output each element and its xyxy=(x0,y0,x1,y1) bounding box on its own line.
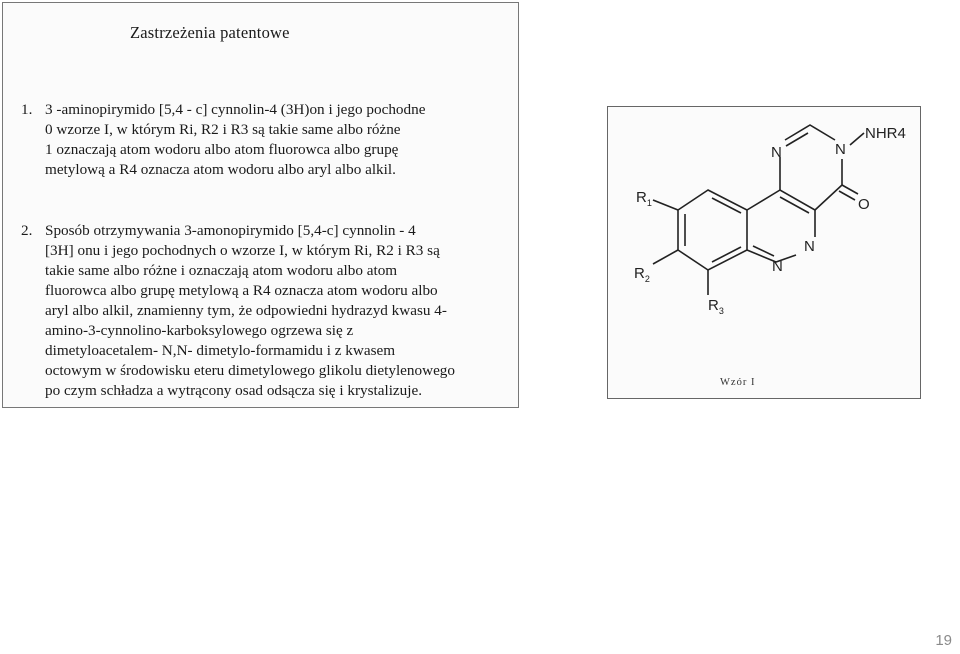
label-nhr4: NHR4 xyxy=(865,125,906,142)
claim-2-line: takie same albo różne i oznaczają atom wodoru albo atom xyxy=(45,262,398,279)
claim-1-line: 1 oznaczają atom wodoru albo atom fluorowca albo grupę xyxy=(45,141,399,158)
pyrimidine-ring-bonds xyxy=(780,125,842,210)
structural-formula-panel xyxy=(607,106,921,399)
pyrimidine-double-bond xyxy=(786,133,808,146)
claim-2-text xyxy=(45,221,455,401)
claim-2-number: 2. xyxy=(21,222,33,239)
carbonyl-bond xyxy=(842,185,858,194)
page-number: 19 xyxy=(935,632,952,649)
claims-scan xyxy=(2,2,519,408)
r1-letter: R xyxy=(636,189,647,206)
claim-1-number: 1. xyxy=(21,101,33,118)
r2-subscript: 2 xyxy=(644,274,650,284)
atom-oxygen: O xyxy=(858,196,870,213)
claim-1-text xyxy=(45,100,425,180)
claim-2-line: dimetyloacetalem- N,N- dimetylo-formamidu i z kwasem xyxy=(45,342,396,359)
r1-subscript: 1 xyxy=(646,198,652,208)
formula-bonds xyxy=(653,125,864,295)
n-amino-bond xyxy=(850,133,864,145)
claims-title: Zastrzeżenia patentowe xyxy=(130,23,290,42)
benzene-ring-bonds xyxy=(678,190,747,270)
atom-n-ring-right: N xyxy=(835,141,846,158)
claim-2-line: Sposób otrzymywania 3-amonopirymido [5,4-c] cynnolin - 4 xyxy=(45,222,416,239)
claim-2-line: amino-3-cynnolino-karboksylowego ogrzewa się z xyxy=(45,322,354,339)
formula-caption: Wzór I xyxy=(720,377,756,388)
claim-2-line: po czym schładza a wytrącony osad odsącza się i krystalizuje. xyxy=(45,382,423,399)
structural-formula xyxy=(608,107,920,398)
substituent-r3 xyxy=(708,297,724,316)
r2-letter: R xyxy=(634,265,645,282)
atom-n-ring-left: N xyxy=(771,144,782,161)
atom-n-azo-right: N xyxy=(804,238,815,255)
atom-n-azo-left: N xyxy=(772,258,783,275)
claim-2-line: [3H] onu i jego pochodnych o wzorze I, w którym Ri, R2 i R3 są xyxy=(45,242,440,259)
claim-1-line: metylową a R4 oznacza atom wodoru albo aryl albo alkil. xyxy=(45,161,396,178)
r3-subscript: 3 xyxy=(718,306,724,316)
substituent-r2 xyxy=(634,265,650,284)
claim-1-line: 0 wzorze I, w którym Ri, R2 i R3 są takie same albo różne xyxy=(45,121,401,138)
r1-bond xyxy=(653,200,678,210)
claim-2-line: aryl albo alkil, znamienny tym, że odpowiedni hydrazyd kwasu 4- xyxy=(45,302,447,319)
carbonyl-double-bond xyxy=(839,191,855,200)
claim-2-line: fluorowca albo grupę metylową a R4 oznacza atom wodoru albo xyxy=(45,282,438,299)
r3-letter: R xyxy=(708,297,719,314)
r2-bond xyxy=(653,250,678,264)
claim-1-line: 3 -aminopirymido [5,4 - c] cynnolin-4 (3H)on i jego pochodne xyxy=(45,101,426,118)
claim-2-line: octowym w środowisku eteru dimetylowego glikolu dietylenowego xyxy=(45,362,455,379)
formula-atoms xyxy=(634,125,906,316)
substituent-r1 xyxy=(636,189,652,208)
